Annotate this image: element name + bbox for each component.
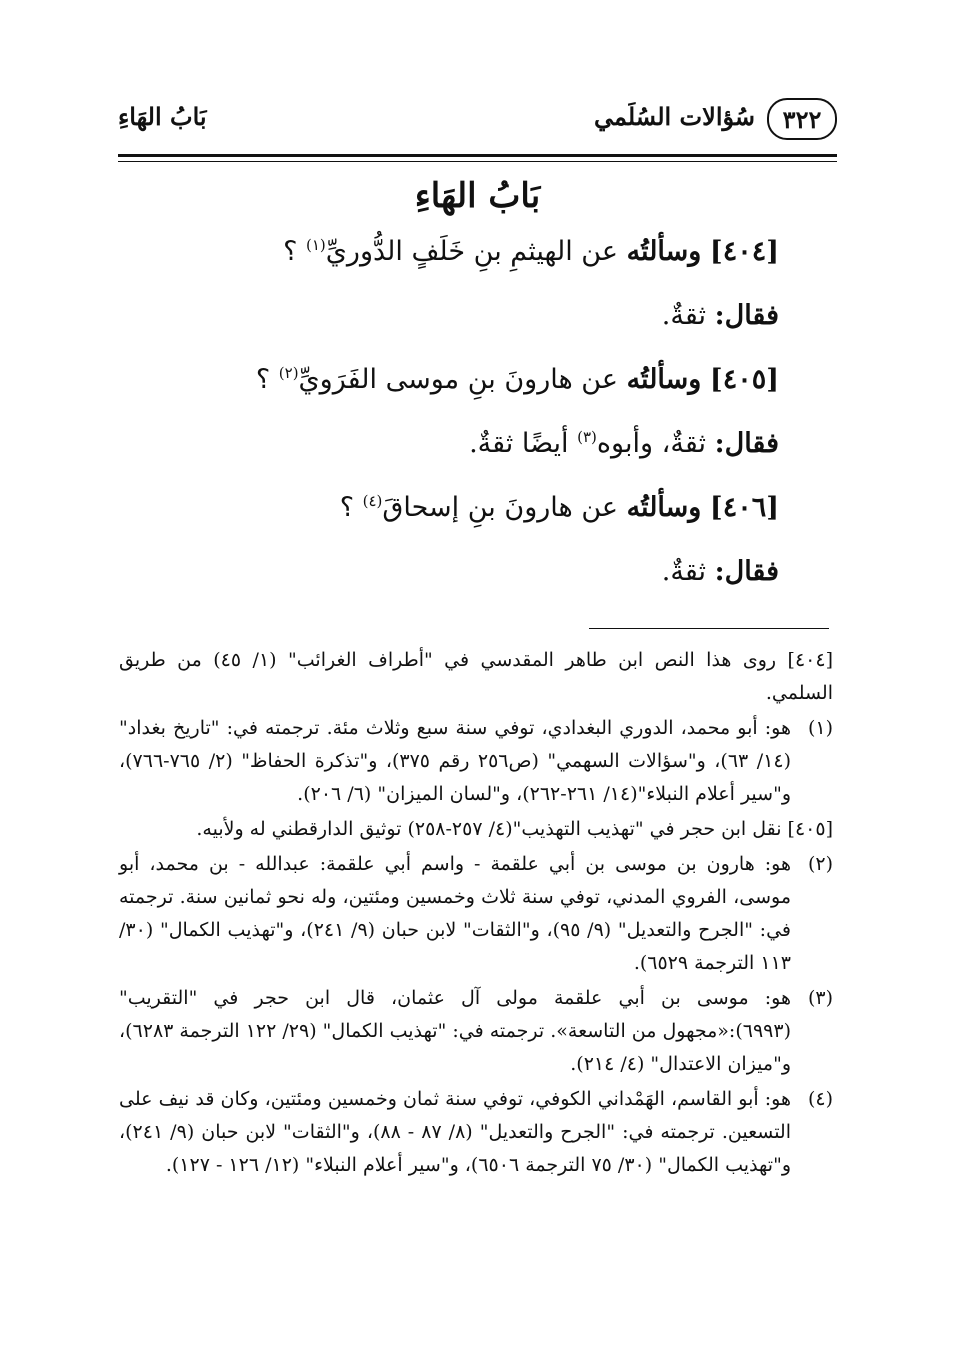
question-text: عن الهيثمِ بنِ خَلَفٍ الدُّوريِّ bbox=[325, 236, 618, 267]
footnote-label: (١) bbox=[807, 717, 833, 739]
chapter-title: بَابُ الهَاءِ bbox=[414, 176, 541, 216]
answer-406 bbox=[119, 552, 779, 616]
footnote-label: (٣) bbox=[807, 987, 833, 1009]
footnote-label: [٤٠٥] bbox=[787, 818, 833, 840]
answer-text: ثقةٌ. bbox=[661, 300, 707, 331]
footnote-1 bbox=[119, 712, 833, 811]
question-lead: وسألتُه bbox=[626, 492, 702, 523]
footnote-3 bbox=[119, 982, 833, 1081]
answer-404 bbox=[119, 296, 779, 360]
footnote-label: (٢) bbox=[807, 853, 833, 875]
footnote-4 bbox=[119, 1083, 833, 1182]
footnote-separator bbox=[589, 628, 829, 629]
footnote-ref: (٣) bbox=[577, 428, 597, 446]
footnote-404 bbox=[119, 644, 833, 710]
question-406 bbox=[119, 488, 779, 552]
running-chapter-head: بَابُ الهَاءِ bbox=[118, 102, 207, 131]
question-404 bbox=[119, 232, 779, 296]
question-405 bbox=[119, 360, 779, 424]
question-text: عن هارونَ بنِ موسى الفَرَويِّ bbox=[298, 364, 618, 395]
answer-lead: فقال: bbox=[714, 428, 779, 459]
running-header bbox=[118, 96, 837, 148]
answer-text: ثقةٌ، وأبوه bbox=[596, 428, 707, 459]
entry-number: [٤٠٥] bbox=[709, 364, 779, 395]
answer-lead: فقال: bbox=[714, 300, 779, 331]
footnote-text: روى هذا النص ابن طاهر المقدسي في "أطراف الغرائب" (١/ ٤٥) من طريق السلمي. bbox=[119, 649, 833, 704]
footnote-ref: (٤) bbox=[362, 492, 383, 510]
footnote-text: نقل ابن حجر في "تهذيب التهذيب"(٤/ ٢٥٧-٢٥٨) توثيق الدارقطني له ولأبيه. bbox=[196, 818, 782, 840]
footnote-text: هو: موسى بن أبي علقمة مولى آل عثمان، قال ابن حجر في "التقريب" (٦٩٩٣):«مجهول من التاسعة». ترجمته في: "تهذيب الكمال" (٢٩/ ١٢٢ الترجمة ٦٢٨٣)، و"ميزان الاعتدال" (٤/ ٢١٤). bbox=[119, 987, 791, 1075]
footnote-label: [٤٠٤] bbox=[787, 649, 833, 671]
question-mark: ؟ bbox=[339, 492, 363, 523]
main-text bbox=[119, 232, 779, 616]
header-rule-thin bbox=[118, 161, 837, 162]
footnote-text: هو: هارون بن موسى بن أبي علقمة - واسم أبي علقمة: عبدالله - بن محمد، أبو موسى، الفروي المدني، توفي سنة ثلاث وخمسين ومئتين، وله نحو ثمانين سنة. ترجمته في: "الجرح والتعديل" (٩/ ٩٥)، و"الثقات" لابن حبان (٩/ ٢٤١)، و"تهذيب الكمال" (٣٠/ ١١٣ الترجمة ٦٥٢٩). bbox=[119, 853, 791, 974]
header-rule-thick bbox=[118, 154, 837, 157]
question-mark: ؟ bbox=[283, 236, 306, 267]
book-title: سُؤالات السُلَمي bbox=[593, 102, 755, 131]
answer-text: ثقةٌ. bbox=[661, 556, 707, 587]
footnotes bbox=[119, 644, 833, 1184]
footnote-ref: (١) bbox=[306, 236, 326, 254]
footnote-ref: (٢) bbox=[278, 364, 299, 382]
entry-number: [٤٠٦] bbox=[709, 492, 779, 523]
footnote-text: هو: أبو القاسم، الهَمْداني الكوفي، توفي سنة ثمان وخمسين ومئتين، وكان قد نيف على التسعين. ترجمته في: "الجرح والتعديل" (٨/ ٨٧ - ٨٨)، و"الثقات" لابن حبان (٩/ ٢٤١)، و"تهذيب الكمال" (٣٠/ ٧٥ الترجمة ٦٥٠٦)، و"سير أعلام النبلاء" (١٢/ ١٢٦ - ١٢٧). bbox=[119, 1088, 792, 1176]
footnote-text: هو: أبو محمد، الدوري البغدادي، توفي سنة سبع وثلاث مئة. ترجمته في: "تاريخ بغداد" (١٤/ ٦٣)، و"سؤالات السهمي" (ص٢٥٦ رقم ٣٧٥)، و"تذكرة الحفاظ" (٢/ ٧٦٥-٧٦٦)، و"سير أعلام النبلاء"(١٤/ ٢٦١-٢٦٢)، و"لسان الميزان" (٦/ ٢٠٦). bbox=[119, 717, 791, 805]
question-text: عن هارونَ بنِ إسحاقَ bbox=[382, 492, 618, 523]
answer-text-continued: أيضًا ثقةٌ. bbox=[469, 428, 578, 459]
question-lead: وسألتُه bbox=[626, 364, 702, 395]
footnote-label: (٤) bbox=[807, 1088, 833, 1110]
question-mark: ؟ bbox=[255, 364, 279, 395]
answer-405 bbox=[119, 424, 779, 488]
entry-number: [٤٠٤] bbox=[709, 236, 779, 267]
page-number: ٣٢٢ bbox=[767, 98, 837, 140]
answer-lead: فقال: bbox=[714, 556, 779, 587]
footnote-2 bbox=[119, 848, 833, 980]
question-lead: وسألتُه bbox=[626, 236, 702, 267]
footnote-405 bbox=[119, 813, 833, 846]
